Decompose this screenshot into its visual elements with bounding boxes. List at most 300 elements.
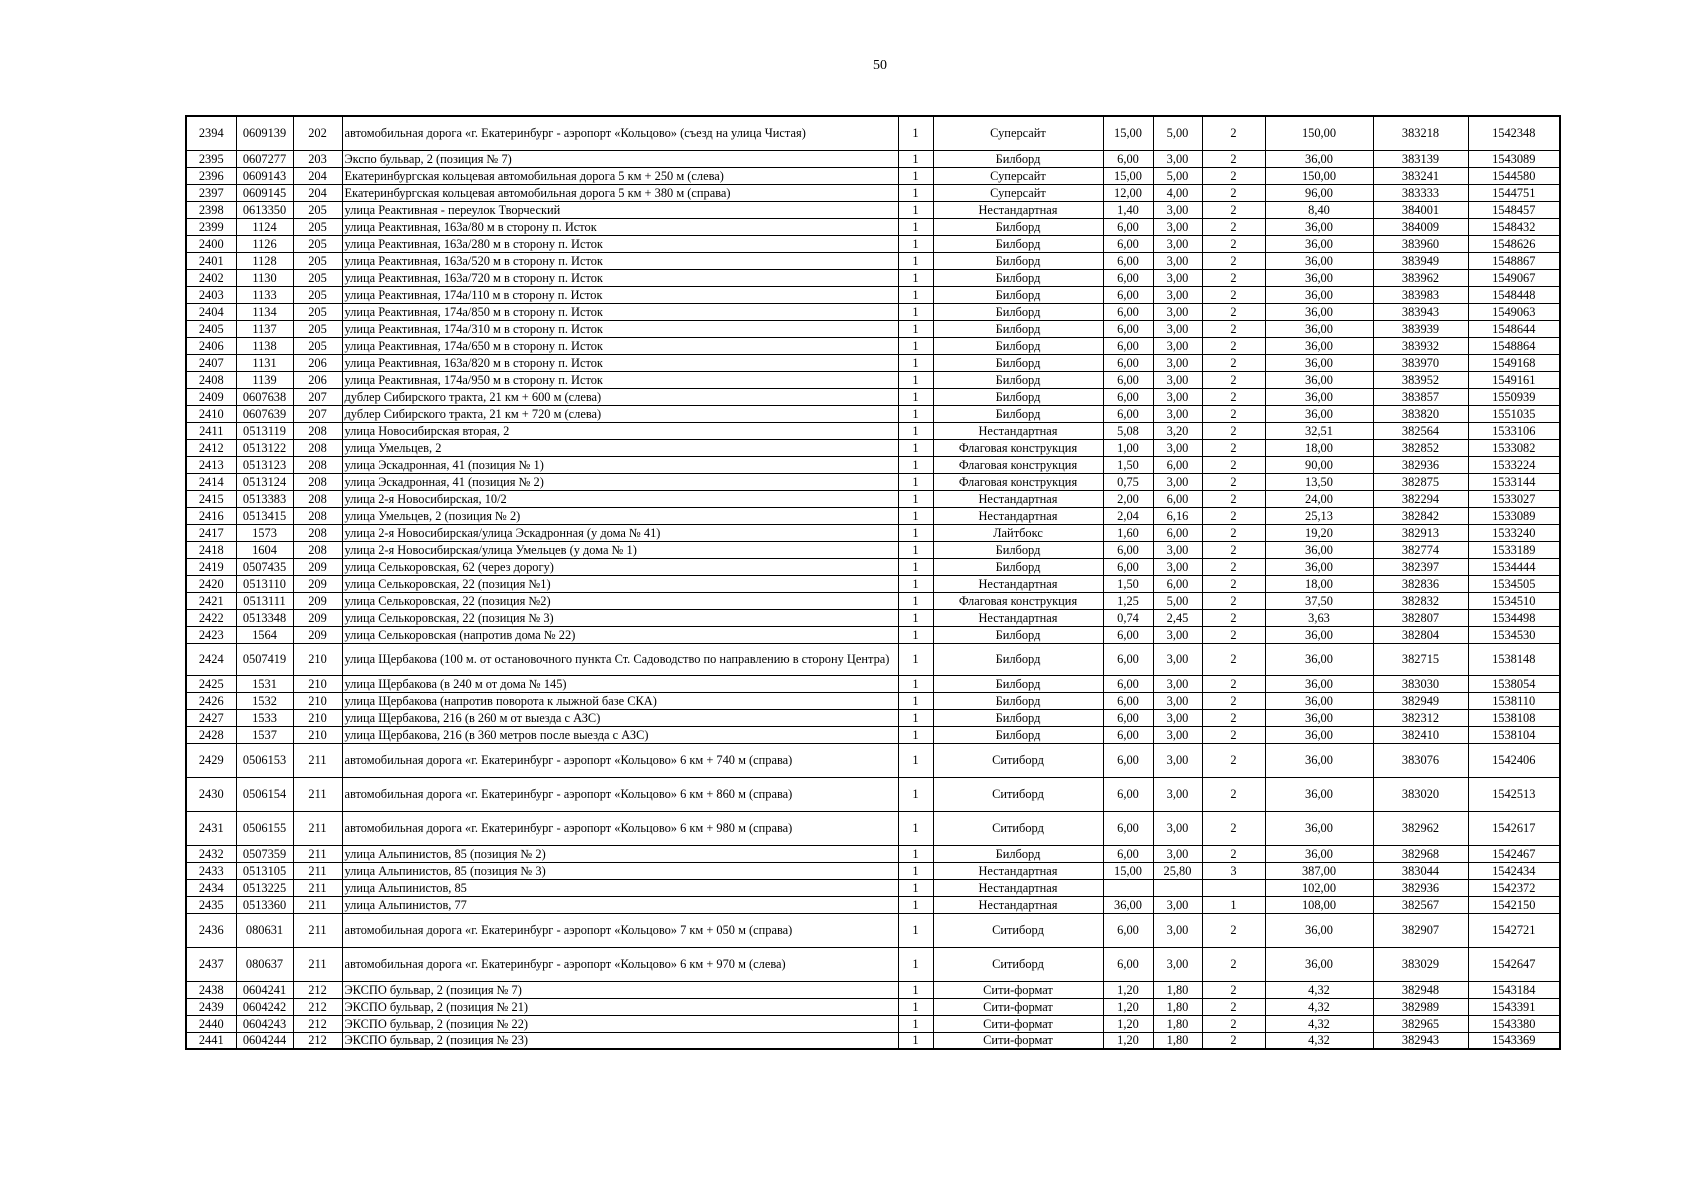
area-cell: 3,63 [1265, 609, 1373, 626]
height-cell: 6,00 [1153, 456, 1202, 473]
area-cell: 36,00 [1265, 558, 1373, 575]
row-number-cell: 2422 [186, 609, 236, 626]
height-cell: 3,00 [1153, 558, 1202, 575]
structure-type-cell: Билборд [933, 558, 1103, 575]
structure-code-cell: 0507419 [236, 643, 293, 675]
coord-y-cell: 1542721 [1468, 913, 1560, 947]
sides-cell: 2 [1202, 218, 1265, 235]
area-cell: 4,32 [1265, 1015, 1373, 1032]
height-cell: 3,00 [1153, 626, 1202, 643]
table-row [186, 777, 1560, 811]
coord-y-cell: 1542348 [1468, 116, 1560, 150]
structure-code-cell: 1128 [236, 252, 293, 269]
address-cell: автомобильная дорога «г. Екатеринбург - аэропорт «Кольцово» 7 км + 050 м (справа) [342, 913, 898, 947]
area-cell: 36,00 [1265, 269, 1373, 286]
table-row [186, 167, 1560, 184]
structure-type-cell: Билборд [933, 286, 1103, 303]
area-cell: 36,00 [1265, 643, 1373, 675]
area-cell: 96,00 [1265, 184, 1373, 201]
structure-code-cell: 0513383 [236, 490, 293, 507]
coord-x-cell: 382965 [1373, 1015, 1468, 1032]
address-cell: улица Умельцев, 2 (позиция № 2) [342, 507, 898, 524]
area-cell: 36,00 [1265, 777, 1373, 811]
coord-y-cell: 1538108 [1468, 709, 1560, 726]
count-cell: 1 [898, 981, 933, 998]
width-cell: 6,00 [1103, 726, 1153, 743]
height-cell: 3,00 [1153, 473, 1202, 490]
page-number: 50 [873, 58, 887, 73]
height-cell: 3,00 [1153, 692, 1202, 709]
count-cell: 1 [898, 1032, 933, 1049]
district-code-cell: 210 [293, 726, 342, 743]
coord-x-cell: 382836 [1373, 575, 1468, 592]
coord-y-cell: 1534505 [1468, 575, 1560, 592]
structure-type-cell: Суперсайт [933, 184, 1103, 201]
structure-code-cell: 1134 [236, 303, 293, 320]
address-cell: улица Щербакова, 216 (в 360 метров после выезда с АЗС) [342, 726, 898, 743]
coord-y-cell: 1548432 [1468, 218, 1560, 235]
count-cell: 1 [898, 558, 933, 575]
width-cell: 6,00 [1103, 269, 1153, 286]
coord-x-cell: 384001 [1373, 201, 1468, 218]
district-code-cell: 203 [293, 150, 342, 167]
district-code-cell: 208 [293, 541, 342, 558]
table-row [186, 609, 1560, 626]
width-cell: 6,00 [1103, 845, 1153, 862]
district-code-cell: 211 [293, 811, 342, 845]
sides-cell: 2 [1202, 575, 1265, 592]
address-cell: ЭКСПО бульвар, 2 (позиция № 23) [342, 1032, 898, 1049]
sides-cell: 2 [1202, 626, 1265, 643]
row-number-cell: 2436 [186, 913, 236, 947]
district-code-cell: 211 [293, 913, 342, 947]
height-cell: 3,00 [1153, 354, 1202, 371]
structure-code-cell: 0607638 [236, 388, 293, 405]
row-number-cell: 2441 [186, 1032, 236, 1049]
sides-cell: 2 [1202, 726, 1265, 743]
width-cell: 6,00 [1103, 692, 1153, 709]
area-cell: 36,00 [1265, 303, 1373, 320]
coord-y-cell: 1542513 [1468, 777, 1560, 811]
structure-code-cell: 1604 [236, 541, 293, 558]
structure-type-cell: Флаговая конструкция [933, 592, 1103, 609]
sides-cell [1202, 879, 1265, 896]
structure-type-cell: Нестандартная [933, 862, 1103, 879]
structure-code-cell: 0513110 [236, 575, 293, 592]
row-number-cell: 2413 [186, 456, 236, 473]
address-cell: улица Селькоровская, 22 (позиция №1) [342, 575, 898, 592]
address-cell: улица Умельцев, 2 [342, 439, 898, 456]
address-cell: улица Эскадронная, 41 (позиция № 2) [342, 473, 898, 490]
area-cell: 8,40 [1265, 201, 1373, 218]
district-code-cell: 208 [293, 422, 342, 439]
coord-x-cell: 383020 [1373, 777, 1468, 811]
table-row [186, 422, 1560, 439]
row-number-cell: 2423 [186, 626, 236, 643]
row-number-cell: 2424 [186, 643, 236, 675]
coord-x-cell: 383029 [1373, 947, 1468, 981]
width-cell: 6,00 [1103, 354, 1153, 371]
count-cell: 1 [898, 405, 933, 422]
height-cell: 3,00 [1153, 675, 1202, 692]
structure-type-cell: Билборд [933, 626, 1103, 643]
coord-x-cell: 382774 [1373, 541, 1468, 558]
structure-code-cell: 1137 [236, 320, 293, 337]
coord-y-cell: 1533224 [1468, 456, 1560, 473]
structure-type-cell: Нестандартная [933, 422, 1103, 439]
address-cell: улица Щербакова (100 м. от остановочного пункта Ст. Садоводство по направлению в сторону Центра) [342, 643, 898, 675]
row-number-cell: 2407 [186, 354, 236, 371]
coord-y-cell: 1538104 [1468, 726, 1560, 743]
area-cell: 387,00 [1265, 862, 1373, 879]
coord-y-cell: 1533089 [1468, 507, 1560, 524]
table-row [186, 592, 1560, 609]
row-number-cell: 2401 [186, 252, 236, 269]
row-number-cell: 2415 [186, 490, 236, 507]
coord-x-cell: 383962 [1373, 269, 1468, 286]
table-row [186, 947, 1560, 981]
coord-y-cell: 1543391 [1468, 998, 1560, 1015]
sides-cell: 2 [1202, 303, 1265, 320]
count-cell: 1 [898, 609, 933, 626]
coord-y-cell: 1543369 [1468, 1032, 1560, 1049]
count-cell: 1 [898, 201, 933, 218]
coord-y-cell: 1548448 [1468, 286, 1560, 303]
row-number-cell: 2439 [186, 998, 236, 1015]
district-code-cell: 211 [293, 845, 342, 862]
area-cell: 36,00 [1265, 947, 1373, 981]
coord-x-cell: 382989 [1373, 998, 1468, 1015]
height-cell: 3,00 [1153, 320, 1202, 337]
row-number-cell: 2399 [186, 218, 236, 235]
table-row [186, 269, 1560, 286]
coord-x-cell: 382949 [1373, 692, 1468, 709]
count-cell: 1 [898, 896, 933, 913]
district-code-cell: 208 [293, 507, 342, 524]
structure-type-cell: Билборд [933, 150, 1103, 167]
coord-x-cell: 384009 [1373, 218, 1468, 235]
district-code-cell: 205 [293, 320, 342, 337]
address-cell: Экспо бульвар, 2 (позиция № 7) [342, 150, 898, 167]
count-cell: 1 [898, 218, 933, 235]
row-number-cell: 2411 [186, 422, 236, 439]
sides-cell: 2 [1202, 998, 1265, 1015]
district-code-cell: 210 [293, 643, 342, 675]
area-cell: 36,00 [1265, 218, 1373, 235]
width-cell: 6,00 [1103, 913, 1153, 947]
area-cell: 36,00 [1265, 150, 1373, 167]
sides-cell: 2 [1202, 269, 1265, 286]
area-cell: 4,32 [1265, 998, 1373, 1015]
area-cell: 25,13 [1265, 507, 1373, 524]
structure-code-cell: 1537 [236, 726, 293, 743]
area-cell: 18,00 [1265, 575, 1373, 592]
coord-x-cell: 382943 [1373, 1032, 1468, 1049]
height-cell: 3,00 [1153, 643, 1202, 675]
area-cell: 13,50 [1265, 473, 1373, 490]
district-code-cell: 205 [293, 235, 342, 252]
table-row [186, 811, 1560, 845]
sides-cell: 2 [1202, 184, 1265, 201]
width-cell: 1,50 [1103, 575, 1153, 592]
height-cell: 3,00 [1153, 726, 1202, 743]
width-cell: 12,00 [1103, 184, 1153, 201]
structure-code-cell: 1533 [236, 709, 293, 726]
sides-cell: 2 [1202, 422, 1265, 439]
row-number-cell: 2428 [186, 726, 236, 743]
count-cell: 1 [898, 575, 933, 592]
structure-code-cell: 1133 [236, 286, 293, 303]
district-code-cell: 212 [293, 998, 342, 1015]
district-code-cell: 208 [293, 439, 342, 456]
address-cell: улица Реактивная, 163а/720 м в сторону п. Исток [342, 269, 898, 286]
structure-type-cell: Билборд [933, 845, 1103, 862]
district-code-cell: 212 [293, 1015, 342, 1032]
count-cell: 1 [898, 473, 933, 490]
coord-y-cell: 1534530 [1468, 626, 1560, 643]
coord-y-cell: 1542434 [1468, 862, 1560, 879]
coord-y-cell: 1533106 [1468, 422, 1560, 439]
table-row [186, 320, 1560, 337]
structure-code-cell: 1139 [236, 371, 293, 388]
coord-x-cell: 382564 [1373, 422, 1468, 439]
structure-code-cell: 1138 [236, 337, 293, 354]
table-row [186, 626, 1560, 643]
district-code-cell: 211 [293, 862, 342, 879]
height-cell: 3,20 [1153, 422, 1202, 439]
table-row [186, 981, 1560, 998]
count-cell: 1 [898, 592, 933, 609]
address-cell: улица Щербакова, 216 (в 260 м от выезда с АЗС) [342, 709, 898, 726]
address-cell: улица 2-я Новосибирская, 10/2 [342, 490, 898, 507]
address-cell: улица Реактивная, 163а/520 м в сторону п. Исток [342, 252, 898, 269]
address-cell: Екатеринбургская кольцевая автомобильная дорога 5 км + 250 м (слева) [342, 167, 898, 184]
height-cell: 5,00 [1153, 592, 1202, 609]
district-code-cell: 209 [293, 609, 342, 626]
coord-x-cell: 382410 [1373, 726, 1468, 743]
sides-cell: 2 [1202, 235, 1265, 252]
structure-type-cell: Нестандартная [933, 575, 1103, 592]
sides-cell: 2 [1202, 743, 1265, 777]
area-cell: 36,00 [1265, 388, 1373, 405]
address-cell: улица Реактивная, 163а/80 м в сторону п. Исток [342, 218, 898, 235]
district-code-cell: 206 [293, 371, 342, 388]
row-number-cell: 2412 [186, 439, 236, 456]
district-code-cell: 208 [293, 456, 342, 473]
row-number-cell: 2408 [186, 371, 236, 388]
area-cell: 36,00 [1265, 354, 1373, 371]
structure-type-cell: Билборд [933, 692, 1103, 709]
district-code-cell: 208 [293, 524, 342, 541]
structure-type-cell: Билборд [933, 675, 1103, 692]
width-cell: 6,00 [1103, 626, 1153, 643]
sides-cell: 2 [1202, 116, 1265, 150]
width-cell: 6,00 [1103, 743, 1153, 777]
structure-code-cell: 0513123 [236, 456, 293, 473]
width-cell: 6,00 [1103, 675, 1153, 692]
structure-type-cell: Билборд [933, 709, 1103, 726]
structure-type-cell: Ситиборд [933, 913, 1103, 947]
sides-cell: 3 [1202, 862, 1265, 879]
row-number-cell: 2440 [186, 1015, 236, 1032]
coord-y-cell: 1534498 [1468, 609, 1560, 626]
sides-cell: 2 [1202, 405, 1265, 422]
structure-code-cell: 1532 [236, 692, 293, 709]
coord-y-cell: 1549067 [1468, 269, 1560, 286]
width-cell: 6,00 [1103, 337, 1153, 354]
area-cell: 36,00 [1265, 626, 1373, 643]
coord-y-cell: 1542617 [1468, 811, 1560, 845]
structure-type-cell: Нестандартная [933, 490, 1103, 507]
address-cell: улица Альпинистов, 85 [342, 879, 898, 896]
count-cell: 1 [898, 743, 933, 777]
count-cell: 1 [898, 184, 933, 201]
structure-code-cell: 0513225 [236, 879, 293, 896]
area-cell: 36,00 [1265, 692, 1373, 709]
width-cell: 6,00 [1103, 541, 1153, 558]
table-row [186, 1032, 1560, 1049]
area-cell: 36,00 [1265, 235, 1373, 252]
height-cell: 6,00 [1153, 490, 1202, 507]
width-cell: 36,00 [1103, 896, 1153, 913]
coord-y-cell: 1542467 [1468, 845, 1560, 862]
row-number-cell: 2426 [186, 692, 236, 709]
coord-x-cell: 383932 [1373, 337, 1468, 354]
area-cell: 4,32 [1265, 981, 1373, 998]
table-row [186, 286, 1560, 303]
structure-type-cell: Билборд [933, 303, 1103, 320]
row-number-cell: 2427 [186, 709, 236, 726]
area-cell: 37,50 [1265, 592, 1373, 609]
count-cell: 1 [898, 422, 933, 439]
row-number-cell: 2394 [186, 116, 236, 150]
height-cell: 3,00 [1153, 896, 1202, 913]
table-row [186, 743, 1560, 777]
address-cell: улица Селькоровская, 22 (позиция №2) [342, 592, 898, 609]
coord-y-cell: 1548864 [1468, 337, 1560, 354]
coord-x-cell: 383949 [1373, 252, 1468, 269]
coord-x-cell: 383820 [1373, 405, 1468, 422]
structure-type-cell: Сити-формат [933, 1032, 1103, 1049]
width-cell: 1,00 [1103, 439, 1153, 456]
coord-x-cell: 382913 [1373, 524, 1468, 541]
structure-code-cell: 0613350 [236, 201, 293, 218]
table-row [186, 879, 1560, 896]
width-cell: 6,00 [1103, 252, 1153, 269]
structure-code-cell: 1126 [236, 235, 293, 252]
area-cell: 36,00 [1265, 811, 1373, 845]
area-cell: 150,00 [1265, 116, 1373, 150]
sides-cell: 2 [1202, 252, 1265, 269]
width-cell: 1,40 [1103, 201, 1153, 218]
area-cell: 36,00 [1265, 845, 1373, 862]
table-row [186, 252, 1560, 269]
height-cell: 3,00 [1153, 337, 1202, 354]
table-row [186, 675, 1560, 692]
width-cell: 1,25 [1103, 592, 1153, 609]
height-cell: 3,00 [1153, 541, 1202, 558]
row-number-cell: 2429 [186, 743, 236, 777]
width-cell: 2,00 [1103, 490, 1153, 507]
count-cell: 1 [898, 947, 933, 981]
district-code-cell: 208 [293, 490, 342, 507]
sides-cell: 2 [1202, 947, 1265, 981]
height-cell: 5,00 [1153, 116, 1202, 150]
structure-type-cell: Ситиборд [933, 777, 1103, 811]
count-cell: 1 [898, 726, 933, 743]
structure-code-cell: 0513348 [236, 609, 293, 626]
structure-type-cell: Билборд [933, 726, 1103, 743]
height-cell: 4,00 [1153, 184, 1202, 201]
row-number-cell: 2434 [186, 879, 236, 896]
height-cell: 3,00 [1153, 947, 1202, 981]
count-cell: 1 [898, 252, 933, 269]
count-cell: 1 [898, 303, 933, 320]
height-cell: 3,00 [1153, 811, 1202, 845]
structure-code-cell: 0609143 [236, 167, 293, 184]
area-cell: 90,00 [1265, 456, 1373, 473]
row-number-cell: 2395 [186, 150, 236, 167]
coord-y-cell: 1548867 [1468, 252, 1560, 269]
address-cell: улица Реактивная - переулок Творческий [342, 201, 898, 218]
row-number-cell: 2406 [186, 337, 236, 354]
address-cell: улица 2-я Новосибирская/улица Умельцев (у дома № 1) [342, 541, 898, 558]
district-code-cell: 211 [293, 743, 342, 777]
sides-cell: 2 [1202, 150, 1265, 167]
height-cell: 3,00 [1153, 286, 1202, 303]
district-code-cell: 205 [293, 269, 342, 286]
table-row [186, 913, 1560, 947]
area-cell: 36,00 [1265, 371, 1373, 388]
structure-type-cell: Нестандартная [933, 507, 1103, 524]
address-cell: улица Альпинистов, 85 (позиция № 2) [342, 845, 898, 862]
structure-type-cell: Билборд [933, 371, 1103, 388]
area-cell: 36,00 [1265, 913, 1373, 947]
district-code-cell: 209 [293, 575, 342, 592]
structure-code-cell: 0507359 [236, 845, 293, 862]
height-cell: 1,80 [1153, 998, 1202, 1015]
structure-type-cell: Флаговая конструкция [933, 439, 1103, 456]
area-cell: 36,00 [1265, 405, 1373, 422]
area-cell: 36,00 [1265, 286, 1373, 303]
coord-x-cell: 382715 [1373, 643, 1468, 675]
table-row [186, 1015, 1560, 1032]
height-cell: 3,00 [1153, 405, 1202, 422]
structure-code-cell: 1124 [236, 218, 293, 235]
structure-type-cell: Нестандартная [933, 201, 1103, 218]
height-cell: 1,80 [1153, 1015, 1202, 1032]
area-cell: 36,00 [1265, 320, 1373, 337]
address-cell: автомобильная дорога «г. Екатеринбург - аэропорт «Кольцово» 6 км + 970 м (слева) [342, 947, 898, 981]
coord-x-cell: 382807 [1373, 609, 1468, 626]
count-cell: 1 [898, 777, 933, 811]
width-cell: 6,00 [1103, 405, 1153, 422]
structure-type-cell: Билборд [933, 541, 1103, 558]
coord-x-cell: 382936 [1373, 879, 1468, 896]
address-cell: улица Селькоровская, 62 (через дорогу) [342, 558, 898, 575]
row-number-cell: 2421 [186, 592, 236, 609]
coord-y-cell: 1544580 [1468, 167, 1560, 184]
height-cell: 1,80 [1153, 1032, 1202, 1049]
address-cell: улица Реактивная, 174а/110 м в сторону п. Исток [342, 286, 898, 303]
width-cell: 6,00 [1103, 371, 1153, 388]
row-number-cell: 2419 [186, 558, 236, 575]
count-cell: 1 [898, 286, 933, 303]
structure-type-cell: Билборд [933, 337, 1103, 354]
structure-code-cell: 1531 [236, 675, 293, 692]
district-code-cell: 211 [293, 777, 342, 811]
address-cell: автомобильная дорога «г. Екатеринбург - аэропорт «Кольцово» 6 км + 980 м (справа) [342, 811, 898, 845]
